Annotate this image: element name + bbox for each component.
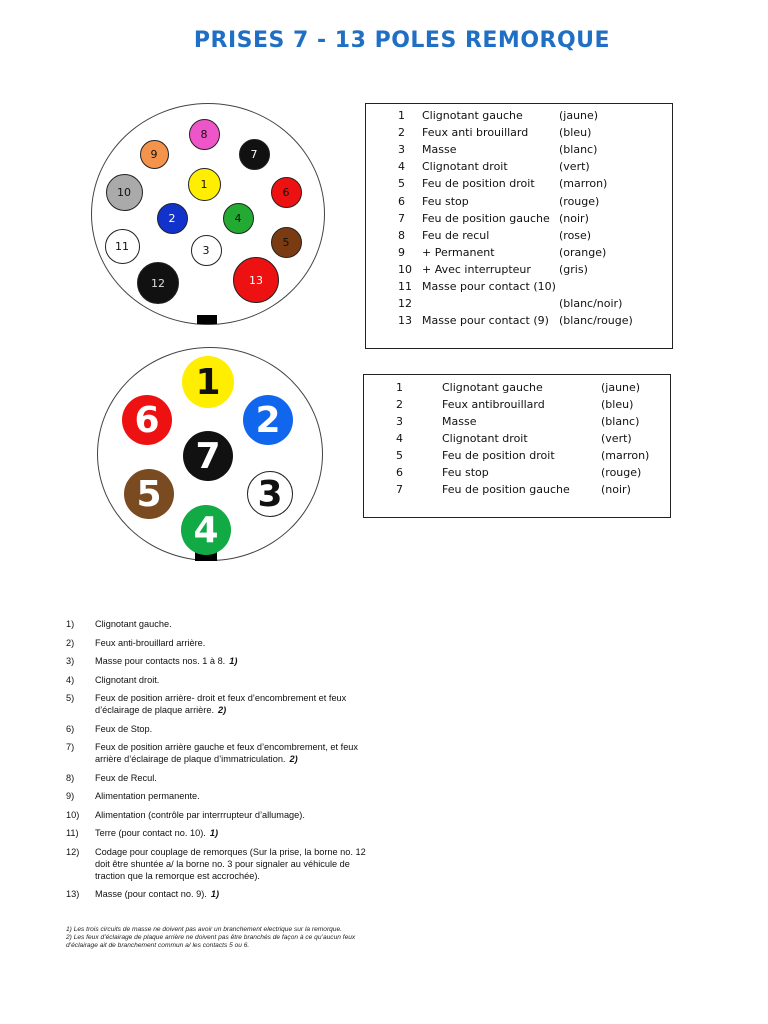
table13-cell-color: (blanc/rouge) <box>559 314 633 328</box>
plug-13-pin-diagram <box>88 100 328 330</box>
pin-description-text: Feux de position arrière- droit et feux d’encombrement et feux d’éclairage de plaque arrière. <box>95 693 347 715</box>
table13-row <box>366 158 672 175</box>
pin-description-text-wrap <box>95 827 366 839</box>
pin-description-text-wrap <box>95 674 366 686</box>
table13-cell-num: 6 <box>398 194 405 208</box>
table13-cell-num: 3 <box>398 143 405 157</box>
pin-description-text-wrap <box>95 618 366 630</box>
table13-cell-num: 2 <box>398 126 405 140</box>
pin-description-text: Masse pour contacts nos. 1 à 8. <box>95 656 226 666</box>
table7-row <box>364 379 670 396</box>
table7-cell-color: (vert) <box>601 432 632 445</box>
table13-cell-color: (rose) <box>559 228 592 242</box>
pin-description-number: 12) <box>66 846 80 857</box>
table13-cell-num: 4 <box>398 160 405 174</box>
plug7-pin-1: 1 <box>182 356 234 408</box>
table7-row <box>364 430 670 447</box>
table13-row <box>366 210 672 227</box>
table7-cell-color: (marron) <box>601 449 650 462</box>
pin-description-text-wrap <box>95 637 366 649</box>
plug13-pin-7: 7 <box>239 139 270 170</box>
table7-row <box>364 481 670 498</box>
pin-description-text: Clignotant droit. <box>95 674 160 685</box>
pin-description-text: Alimentation (contrôle par interrrupteur d’allumage). <box>95 809 305 820</box>
table13-cell-color: (orange) <box>559 245 607 259</box>
table7-cell-name: Feu de position gauche <box>442 483 570 496</box>
table7-row <box>364 413 670 430</box>
plug13-pin-9: 9 <box>140 140 169 169</box>
pin-description-text-wrap <box>95 655 366 667</box>
plug7-pin-2: 2 <box>243 395 293 445</box>
table13-cell-name: Masse pour contact (10) <box>422 280 556 293</box>
plug13-pin-13: 13 <box>233 257 279 303</box>
table13-cell-name: Masse <box>422 143 457 157</box>
table13-row <box>366 227 672 244</box>
plug7-pin-3: 3 <box>247 471 293 517</box>
pin-description-text: Clignotant gauche. <box>95 619 172 629</box>
pin-description-item <box>66 692 366 716</box>
table13-row <box>366 312 672 329</box>
table-7-pin-wiring <box>363 374 671 518</box>
pin-description-item <box>66 618 366 630</box>
pin-description-text: Feux de Stop. <box>95 723 153 734</box>
table13-cell-num: 13 <box>398 314 412 328</box>
table13-cell-num: 10 <box>398 262 412 276</box>
plug13-pin-6: 6 <box>271 177 302 208</box>
table13-cell-color: (rouge) <box>559 194 600 208</box>
table13-cell-color: (blanc/noir) <box>559 297 623 311</box>
pin-description-number: 8) <box>66 772 75 783</box>
table7-cell-color: (blanc) <box>601 415 640 428</box>
table7-cell-num: 5 <box>396 449 403 462</box>
table7-cell-name: Feux antibrouillard <box>442 398 545 411</box>
table7-row <box>364 447 670 464</box>
pin-description-list <box>66 618 366 907</box>
pin-description-item <box>66 674 366 686</box>
pin-description-text-wrap <box>95 846 366 882</box>
table7-cell-num: 3 <box>396 415 403 428</box>
plug13-pin-3: 3 <box>191 235 222 266</box>
plug13-pin-5: 5 <box>271 227 302 258</box>
plug13-pin-2: 2 <box>157 203 188 234</box>
pin-description-text-wrap <box>95 692 366 716</box>
table13-cell-num: 1 <box>398 109 405 122</box>
plug13-pin-4: 4 <box>223 203 254 234</box>
footnotes <box>66 926 366 949</box>
table7-cell-name: Feu stop <box>442 466 489 479</box>
pin-description-item <box>66 655 366 667</box>
pin-description-number: 1) <box>66 619 75 629</box>
footnote-reference: 1) <box>229 656 238 666</box>
footnote-reference: 1) <box>210 889 220 899</box>
pin-description-text: Feux de Recul. <box>95 772 157 783</box>
table7-cell-num: 1 <box>396 381 403 394</box>
pin-description-text-wrap <box>95 888 366 900</box>
table7-cell-color: (rouge) <box>601 466 642 479</box>
pin-description-item <box>66 741 366 765</box>
plug7-pin-7: 7 <box>183 431 233 481</box>
table13-cell-color: (marron) <box>559 177 608 191</box>
table7-cell-num: 7 <box>396 483 403 496</box>
pin-description-text: Codage pour couplage de remorques (Sur la prise, la borne no. 12 doit être shuntée a/ la borne no. 3 pour signaler au véhicule de traction que la remorque est accrochée). <box>95 846 366 881</box>
table13-row <box>366 107 672 124</box>
pin-description-text-wrap <box>95 772 366 784</box>
table13-cell-num: 12 <box>398 297 412 311</box>
pin-description-number: 7) <box>66 742 75 752</box>
table13-cell-name: + Permanent <box>422 245 495 259</box>
pin-description-item <box>66 723 366 735</box>
footnote-2: 2) Les feux d’éclairage de plaque arrière ne doivent pas être branchés de façon à ce qu’aucun feux d’éclairage ait de branchement commun a/ les contacts 5 ou 6. <box>66 933 356 949</box>
table7-cell-num: 2 <box>396 398 403 411</box>
table13-row <box>366 124 672 141</box>
pin-description-text: Feux anti-brouillard arrière. <box>95 637 206 648</box>
footnote-reference: 1) <box>209 828 218 838</box>
plug13-pin-1: 1 <box>188 168 221 201</box>
table7-cell-color: (bleu) <box>601 398 634 411</box>
pin-description-text-wrap <box>95 723 366 735</box>
table13-cell-name: Feu de recul <box>422 228 490 242</box>
pin-description-item <box>66 772 366 784</box>
table13-row <box>366 295 672 312</box>
table13-cell-name: Feu de position droit <box>422 177 535 191</box>
plug13-pin-11: 11 <box>105 229 140 264</box>
pin-description-text: Masse (pour contact no. 9). <box>95 889 207 899</box>
plug7-pin-4: 4 <box>181 505 231 555</box>
footnote-reference: 2) <box>218 705 227 715</box>
plug13-pin-10: 10 <box>106 174 143 211</box>
pin-description-item <box>66 809 366 821</box>
pin-description-number: 9) <box>66 791 75 801</box>
plug13-pin-12: 12 <box>137 262 179 304</box>
table13-row <box>366 278 672 295</box>
table7-cell-num: 6 <box>396 466 403 479</box>
pin-description-text: Alimentation permanente. <box>95 791 200 801</box>
table13-row <box>366 193 672 210</box>
pin-description-item <box>66 846 366 882</box>
table13-cell-num: 7 <box>398 211 405 225</box>
pin-description-number: 13) <box>66 889 80 899</box>
table7-cell-num: 4 <box>396 432 403 445</box>
plug-7-pin-diagram <box>96 346 324 564</box>
table-13-pin-wiring <box>365 103 673 349</box>
table7-cell-name: Clignotant droit <box>442 432 528 445</box>
table13-cell-color: (blanc) <box>559 143 598 157</box>
table13-cell-color: (jaune) <box>559 109 599 122</box>
table13-cell-name: Clignotant gauche <box>422 109 523 122</box>
pin-description-number: 5) <box>66 693 75 703</box>
footnote-reference: 2) <box>289 754 298 764</box>
table13-cell-name: + Avec interrupteur <box>422 262 531 276</box>
pin-description-text-wrap <box>95 809 366 821</box>
table13-cell-num: 8 <box>398 228 405 242</box>
pin-description-number: 3) <box>66 656 75 666</box>
table13-cell-color: (vert) <box>559 160 590 174</box>
pin-description-text-wrap <box>95 741 366 765</box>
plug13-pin-8: 8 <box>189 119 220 150</box>
table13-cell-name: Clignotant droit <box>422 160 508 174</box>
table13-row <box>366 141 672 158</box>
table13-row <box>366 261 672 278</box>
table7-cell-name: Masse <box>442 415 477 428</box>
pin-description-text-wrap <box>95 790 366 802</box>
table7-cell-color: (noir) <box>601 483 631 496</box>
pin-description-item <box>66 790 366 802</box>
table7-cell-name: Feu de position droit <box>442 449 555 462</box>
pin-description-text: Terre (pour contact no. 10). <box>95 828 206 838</box>
plug7-pin-5: 5 <box>124 469 174 519</box>
table13-cell-num: 5 <box>398 177 405 191</box>
table13-cell-num: 9 <box>398 245 405 259</box>
table13-cell-name: Feux anti brouillard <box>422 126 529 140</box>
table13-cell-color: (gris) <box>559 262 588 276</box>
table13-cell-name: Masse pour contact (9) <box>422 314 549 328</box>
pin-description-item <box>66 637 366 649</box>
pin-description-number: 4) <box>66 674 75 685</box>
table7-row <box>364 464 670 481</box>
table7-row <box>364 396 670 413</box>
page-title: PRISES 7 - 13 POLES REMORQUE <box>193 28 611 53</box>
table13-cell-name: Feu de position gauche <box>422 211 550 225</box>
pin-description-number: 10) <box>66 809 80 820</box>
table13-row <box>366 244 672 261</box>
table13-row <box>366 175 672 192</box>
pin-description-number: 6) <box>66 723 75 734</box>
pin-description-item <box>66 888 366 900</box>
pin-description-number: 2) <box>66 637 75 648</box>
pin-description-item <box>66 827 366 839</box>
table13-cell-name: Feu stop <box>422 194 469 208</box>
pin-description-text: Feux de position arrière gauche et feux d’encombrement, et feux arrière d’éclairage de plaque d’immatriculation. <box>95 742 359 764</box>
table7-cell-color: (jaune) <box>601 381 641 394</box>
table13-cell-num: 11 <box>398 280 412 293</box>
footnote-1: 1) Les trois circuits de masse ne doivent pas avoir un branchement electrique sur la remorque. <box>66 926 342 933</box>
pin-description-number: 11) <box>66 828 79 838</box>
table7-cell-name: Clignotant gauche <box>442 381 543 394</box>
plug-13-key-notch <box>197 315 217 324</box>
plug7-pin-6: 6 <box>122 395 172 445</box>
table13-cell-color: (bleu) <box>559 126 592 140</box>
table13-cell-color: (noir) <box>559 211 589 225</box>
